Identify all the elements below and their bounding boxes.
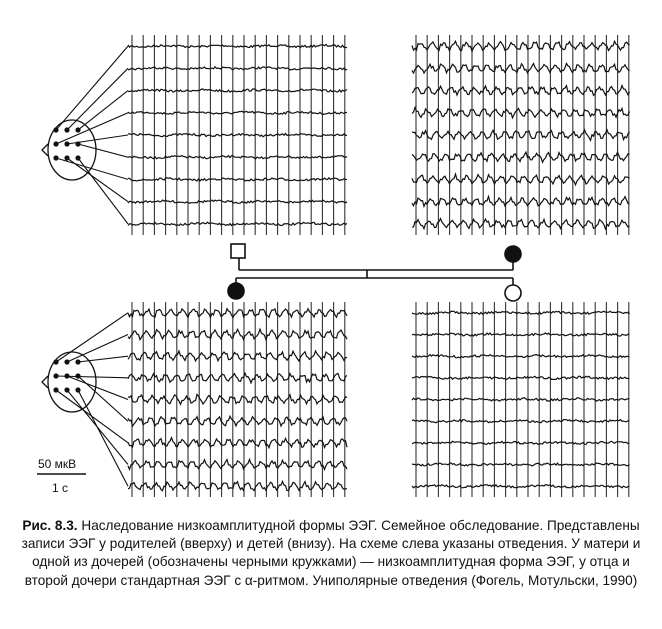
figure-caption — [14, 517, 648, 590]
eeg-panel-daughter-1 — [128, 302, 347, 497]
electrode-scheme-top — [42, 46, 128, 224]
daughter-1-symbol — [228, 283, 244, 299]
caption-label: Рис. 8.3. — [22, 518, 78, 533]
eeg-panel-mother — [412, 35, 630, 235]
mother-symbol — [505, 246, 521, 262]
caption-text: Наследование низкоамплитудной формы ЭЭГ. Семейное обследование. Представлены записи ЭЭГ у родителей (вверху) и детей (внизу). На схеме слева указаны отведения. У матери и одной из дочерей (обозначены черными кружками) — низкоамплитудная форма ЭЭГ, у отца и второй дочери стандартная ЭЭГ с α-ритмом. Униполярные отведения (Фогель, Мотульски, 1990) — [21, 518, 641, 588]
scale-bar — [37, 457, 86, 495]
father-symbol — [231, 244, 245, 258]
eeg-panel-father — [128, 35, 347, 235]
scale-time-label: 1 с — [52, 481, 69, 495]
eeg-panel-daughter-2 — [412, 302, 630, 497]
pedigree — [228, 244, 521, 301]
daughter-2-symbol — [505, 285, 521, 301]
scale-amplitude-label: 50 мкВ — [38, 457, 77, 471]
